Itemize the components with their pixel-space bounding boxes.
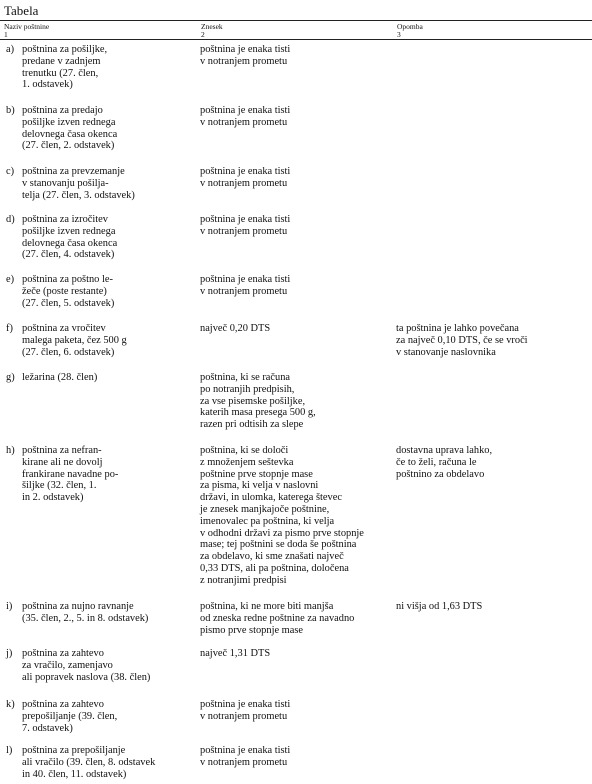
row-letter: e)	[6, 274, 15, 285]
opomba-cell: ta poštnina je lahko povečana za največ 0,10 DTS, če se vroči v stanovanje naslovnika	[396, 323, 528, 358]
naziv-cell: poštnina za prevzemanje v stanovanju pošilja- telja (27. člen, 3. odstavek)	[22, 166, 135, 201]
row-letter: l)	[6, 745, 13, 756]
naziv-cell: poštnina za vročitev malega paketa, čez 500 g (27. člen, 6. odstavek)	[22, 323, 127, 358]
row-letter: h)	[6, 445, 15, 456]
znesek-cell: poštnina, ki se določi z množenjem seštevka poštnine prve stopnje mase za pisma, ki velja v naslovni državi, in ulomka, katerega števec je znesek manjkajoče poštnine, imenovalec pa poštnina, ki velja v odhodni državi za pismo prve stopnje mase; tej poštnini se doda še poštnina za obdelavo, ki sme znašati največ 0,33 DTS, ali pa poštnina, določena z notranjimi predpisi	[200, 445, 364, 586]
row-letter: b)	[6, 105, 15, 116]
row-letter: g)	[6, 372, 15, 383]
column-header-znesek	[201, 23, 223, 38]
naziv-cell: poštnina za poštno le- žeče (poste restante) (27. člen, 5. odstavek)	[22, 274, 115, 309]
column-header-opomba	[397, 23, 423, 38]
table-title: Tabela	[4, 3, 39, 18]
znesek-cell: poštnina je enaka tisti v notranjem prometu	[200, 214, 291, 237]
znesek-cell: poštnina je enaka tisti v notranjem prometu	[200, 166, 291, 189]
row-letter: c)	[6, 166, 15, 177]
column-number: 2	[201, 29, 205, 39]
naziv-cell: poštnina za pošiljke, predane v zadnjem trenutku (27. člen, 1. odstavek)	[22, 44, 108, 91]
column-name: Opomba	[397, 22, 423, 31]
opomba-cell: ni višja od 1,63 DTS	[396, 601, 483, 612]
row-letter: k)	[6, 699, 15, 710]
row-letter: j)	[6, 648, 13, 659]
naziv-cell: poštnina za predajo pošiljke izven rednega delovnega časa okenca (27. člen, 2. odstavek)	[22, 105, 118, 152]
naziv-cell: poštnina za zahtevo prepošiljanje (39. člen, 7. odstavek)	[22, 699, 118, 734]
header-bottom-rule	[0, 39, 592, 40]
column-number: 1	[4, 29, 8, 39]
row-letter: i)	[6, 601, 13, 612]
header-top-rule	[0, 20, 592, 21]
naziv-cell: poštnina za izročitev pošiljke izven rednega delovnega časa okenca (27. člen, 4. odstavek)	[22, 214, 118, 261]
column-name: Znesek	[201, 22, 223, 31]
naziv-cell: ležarina (28. člen)	[22, 372, 98, 383]
naziv-cell: poštnina za zahtevo za vračilo, zamenjavo ali popravek naslova (38. člen)	[22, 648, 151, 683]
znesek-cell: poštnina je enaka tisti v notranjem prometu	[200, 274, 291, 297]
column-header-naziv	[4, 23, 49, 38]
znesek-cell: poštnina, ki se računa po notranjih predpisih, za vse pisemske pošiljke, katerih masa presega 500 g, razen pri odtisih za slepe	[200, 372, 316, 431]
column-name: Naziv poštnine	[4, 22, 50, 31]
znesek-cell: poštnina je enaka tisti v notranjem prometu	[200, 745, 291, 768]
znesek-cell: poštnina je enaka tisti v notranjem prometu	[200, 44, 291, 67]
naziv-cell: poštnina za nefran- kirane ali ne dovolj frankirane navadne po- šiljke (32. člen, 1. in 2. odstavek)	[22, 445, 119, 504]
naziv-cell: poštnina za nujno ravnanje (35. člen, 2., 5. in 8. odstavek)	[22, 601, 149, 624]
opomba-cell: dostavna uprava lahko, če to želi, računa le poštnino za obdelavo	[396, 445, 493, 480]
znesek-cell: poštnina, ki ne more biti manjša od zneska redne poštnine za navadno pismo prve stopnje mase	[200, 601, 355, 636]
znesek-cell: največ 0,20 DTS	[200, 323, 271, 334]
row-letter: f)	[6, 323, 13, 334]
naziv-cell: poštnina za prepošiljanje ali vračilo (39. člen, 8. odstavek in 40. člen, 11. odstavek)	[22, 745, 156, 780]
znesek-cell: največ 1,31 DTS	[200, 648, 271, 659]
row-letter: d)	[6, 214, 15, 225]
row-letter: a)	[6, 44, 15, 55]
znesek-cell: poštnina je enaka tisti v notranjem prometu	[200, 699, 291, 722]
column-number: 3	[397, 29, 401, 39]
znesek-cell: poštnina je enaka tisti v notranjem prometu	[200, 105, 291, 128]
